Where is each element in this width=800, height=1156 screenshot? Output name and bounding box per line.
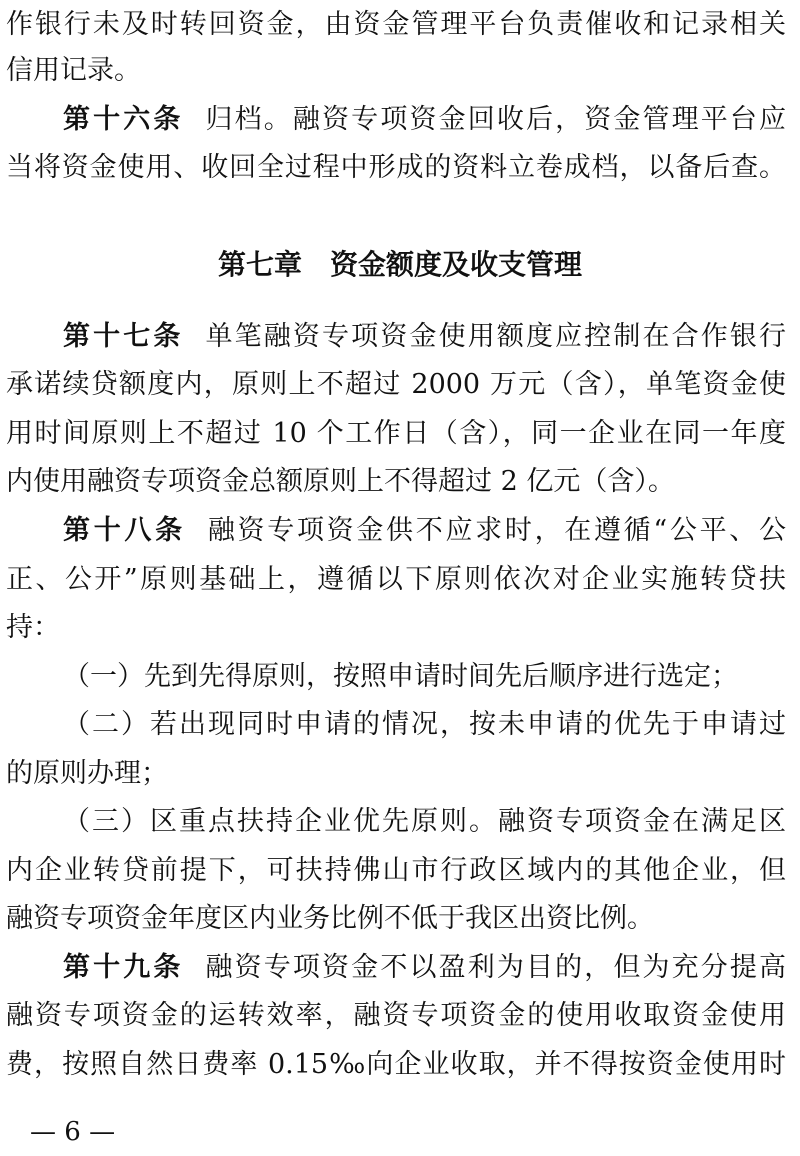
list-item: （一）先到先得原则，按照申请时间先后顺序进行选定； — [63, 661, 738, 692]
article-18-text: 融资专项资金供不应求时，在遵循“公平、公 — [207, 515, 786, 546]
article-17-label: 第十七条 — [63, 321, 184, 352]
chapter-title: 资金额度及收支管理 — [330, 248, 583, 281]
article-16-text: 归档。融资专项资金回收后，资金管理平台应 — [205, 104, 786, 135]
article-18-line — [63, 506, 786, 556]
paragraph-line: 作银行未及时转回资金，由资金管理平台负责催收和记录相关 — [6, 9, 786, 40]
article-16-line — [63, 95, 786, 145]
paragraph-line: 的原则办理； — [6, 758, 168, 789]
article-16-label: 第十六条 — [63, 104, 184, 135]
paragraph-line: 当将资金使用、收回全过程中形成的资料立卷成档，以备后查。 — [6, 152, 786, 183]
article-19-label: 第十九条 — [63, 952, 184, 983]
paragraph-line: 持： — [6, 612, 60, 643]
paragraph-line: 融资专项资金年度区内业务比例不低于我区出资比例。 — [6, 903, 654, 934]
article-18-label: 第十八条 — [63, 515, 186, 546]
article-17-line — [63, 312, 786, 362]
paragraph-line: 内使用融资专项资金总额原则上不得超过 2 亿元（含）。 — [6, 466, 675, 497]
article-17-text: 单笔融资专项资金使用额度应控制在合作银行 — [205, 321, 786, 352]
chapter-number: 第七章 — [217, 248, 302, 281]
list-item: （二）若出现同时申请的情况，按未申请的优先于申请过 — [63, 709, 786, 740]
paragraph-line: 信用记录。 — [6, 55, 141, 86]
list-item: （三）区重点扶持企业优先原则。融资专项资金在满足区 — [63, 806, 786, 837]
chapter-heading — [0, 240, 800, 290]
paragraph-line: 费，按照自然日费率 0.15‰向企业收取，并不得按资金使用时 — [6, 1049, 786, 1080]
paragraph-line: 融资专项资金的运转效率，融资专项资金的使用收取资金使用 — [6, 1000, 786, 1031]
paragraph-line: 用时间原则上不超过 10 个工作日（含），同一企业在同一年度 — [6, 418, 786, 449]
page-number: — 6 — — [30, 1117, 116, 1147]
article-19-line — [63, 943, 786, 993]
paragraph-line: 承诺续贷额度内，原则上不超过 2000 万元（含），单笔资金使 — [6, 369, 786, 400]
article-19-text: 融资专项资金不以盈利为目的，但为充分提高 — [205, 952, 786, 983]
paragraph-line: 内企业转贷前提下，可扶持佛山市行政区域内的其他企业，但 — [6, 855, 786, 886]
paragraph-line: 正、公开”原则基础上，遵循以下原则依次对企业实施转贷扶 — [6, 564, 786, 595]
